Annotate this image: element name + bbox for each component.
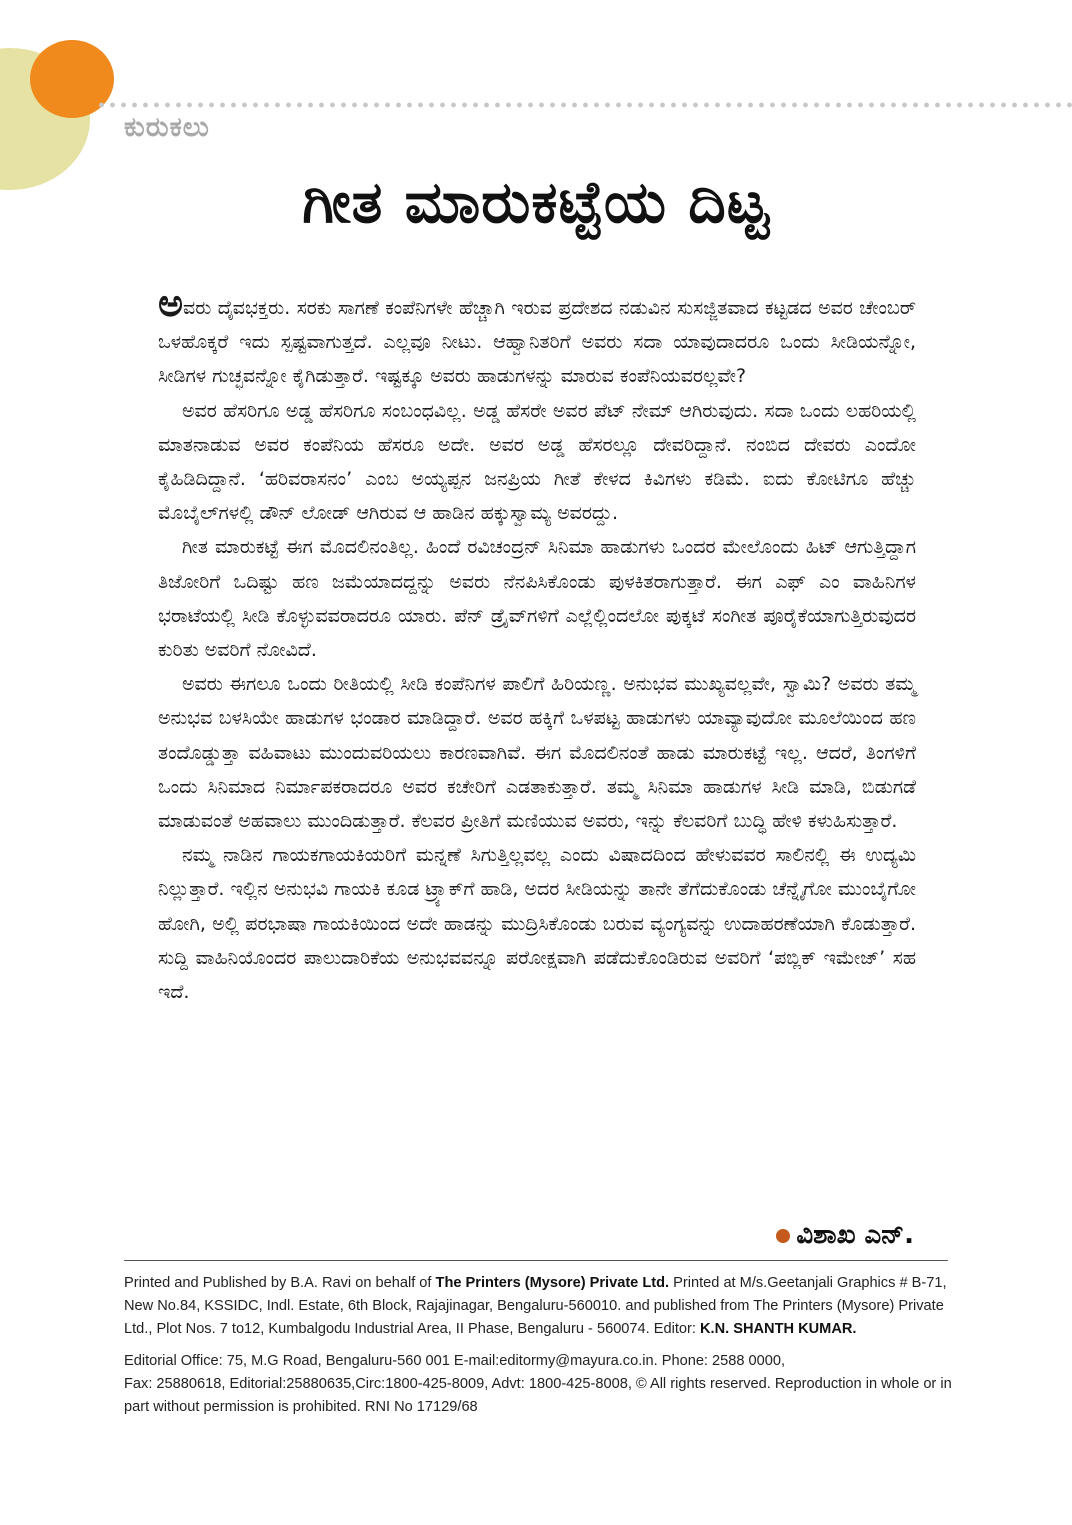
bullet-icon — [776, 1229, 790, 1243]
editor-name: K.N. SHANTH KUMAR. — [700, 1321, 857, 1337]
article-paragraph: ಗೀತ ಮಾರುಕಟ್ಟೆ ಈಗ ಮೊದಲಿನಂತಿಲ್ಲ. ಹಿಂದೆ ರವಿಚಂದ್ರನ್ ಸಿನಿಮಾ ಹಾಡುಗಳು ಒಂದರ ಮೇಲೊಂದು ಹಿಟ್ ಆಗುತ್ತಿದ್ದಾಗ ತಿಜೋರಿಗೆ ಒದಿಷ್ಟು ಹಣ ಜಮೆಯಾದದ್ದನ್ನು ಅವರು ನೆನಪಿಸಿಕೊಂಡು ಪುಳಕಿತರಾಗುತ್ತಾರೆ. ಈಗ ಎಫ್ ಎಂ ವಾಹಿನಿಗಳ ಭರಾಟೆಯಲ್ಲಿ ಸೀಡಿ ಕೊಳ್ಳುವವರಾದರೂ ಯಾರು. ಪೆನ್ ಡ್ರೈವ್‌ಗಳಿಗೆ ಎಲ್ಲೆಲ್ಲಿಂದಲೋ ಪುಕ್ಕಟೆ ಸಂಗೀತ ಪೂರೈಕೆಯಾಗುತ್ತಿರುವುದರ ಕುರಿತು ಅವರಿಗೆ ನೋವಿದೆ. — [158, 536, 916, 662]
article-paragraph — [158, 281, 916, 394]
imprint-office: Editorial Office: 75, M.G Road, Bengaluru-560 001 E-mail:editormy@mayura.co.in. Phone: 2588 0000, — [124, 1353, 786, 1369]
imprint-publisher — [124, 1272, 954, 1341]
publisher-name: The Printers (Mysore) Private Ltd. — [435, 1275, 670, 1291]
article-paragraph: ನಮ್ಮ ನಾಡಿನ ಗಾಯಕಗಾಯಕಿಯರಿಗೆ ಮನ್ನಣೆ ಸಿಗುತ್ತಿಲ್ಲವಲ್ಲ ಎಂದು ವಿಷಾದದಿಂದ ಹೇಳುವವರ ಸಾಲಿನಲ್ಲಿ ಈ ಉದ್ಯಮಿ ನಿಲ್ಲುತ್ತಾರೆ. ಇಲ್ಲಿನ ಅನುಭವಿ ಗಾಯಕಿ ಕೂಡ ಟ್ರ್ಯಾಕ್‌ಗೆ ಹಾಡಿ, ಅದರ ಸೀಡಿಯನ್ನು ತಾನೇ ತೆಗೆದುಕೊಂಡು ಚೆನ್ನೈಗೋ ಮುಂಬೈಗೋ ಹೋಗಿ, ಅಲ್ಲಿ ಪರಭಾಷಾ ಗಾಯಕಿಯಿಂದ ಅದೇ ಹಾಡನ್ನು ಮುದ್ರಿಸಿಕೊಂಡು ಬರುವ ವ್ಯಂಗ್ಯವನ್ನು ಉದಾಹರಣೆಯಾಗಿ ಕೊಡುತ್ತಾರೆ. ಸುದ್ದಿ ವಾಹಿನಿಯೊಂದರ ಪಾಲುದಾರಿಕೆಯ ಅನುಭವವನ್ನೂ ಪರೋಕ್ಷವಾಗಿ ಪಡೆದುಕೊಂಡಿರುವ ಅವರಿಗೆ ‘ಪಬ್ಲಿಕ್ ಇಮೇಜ್’ ಸಹ ಇದೆ. — [158, 844, 916, 1004]
footer-rule — [124, 1260, 948, 1261]
imprint-text: Printed at M/s.Geetanjali Graphics # B-71, New No.84, KSSIDC, Indl. Estate, 6th Block, Rajajinagar, Bengaluru-560010. and published from The Printers (Mysore) Private Ltd., Plot Nos. 7 to12, Kumbalgodu Industrial Area, II Phase, Bengaluru - 560074. Editor: — [124, 1275, 947, 1337]
imprint-text: Printed and Published by B.A. Ravi on behalf of — [124, 1275, 436, 1291]
paragraph-text: ವರು ದೈವಭಕ್ತರು. ಸರಕು ಸಾಗಣೆ ಕಂಪೆನಿಗಳೇ ಹೆಚ್ಚಾಗಿ ಇರುವ ಪ್ರದೇಶದ ನಡುವಿನ ಸುಸಜ್ಜಿತವಾದ ಕಟ್ಟಡದ ಅವರ ಚೇಂಬರ್ ಒಳಹೊಕ್ಕರೆ ಇದು ಸ್ಪಷ್ಟವಾಗುತ್ತದೆ. ಎಲ್ಲವೂ ನೀಟು. ಆಹ್ವಾನಿತರಿಗೆ ಅವರು ಸದಾ ಯಾವುದಾದರೂ ಒಂದು ಸೀಡಿಯನ್ನೋ, ಸೀಡಿಗಳ ಗುಚ್ಛವನ್ನೋ ಕೈಗಿಡುತ್ತಾರೆ. ಇಷ್ಟಕ್ಕೂ ಅವರು ಹಾಡುಗಳನ್ನು ಮಾರುವ ಕಂಪೆನಿಯವರಲ್ಲವೇ? — [158, 297, 916, 388]
imprint — [124, 1272, 954, 1419]
dotted-divider — [96, 101, 1072, 109]
article-body — [158, 281, 916, 1009]
imprint-contacts: Fax: 25880618, Editorial:25880635,Circ:1800-425-8009, Advt: 1800-425-8008, © All rights reserved. Reproduction in whole or in part without permission is prohibited. RNI No 17129/68 — [124, 1376, 952, 1415]
article-paragraph: ಅವರ ಹೆಸರಿಗೂ ಅಡ್ಡ ಹೆಸರಿಗೂ ಸಂಬಂಧವಿಲ್ಲ. ಅಡ್ಡ ಹೆಸರೇ ಅವರ ಪೆಟ್ ನೇಮ್ ಆಗಿರುವುದು. ಸದಾ ಒಂದು ಲಹರಿಯಲ್ಲಿ ಮಾತನಾಡುವ ಅವರ ಕಂಪೆನಿಯ ಹೆಸರೂ ಅದೇ. ಅವರ ಅಡ್ಡ ಹೆಸರಲ್ಲೂ ದೇವರಿದ್ದಾನೆ. ನಂಬಿದ ದೇವರು ಎಂದೋ ಕೈಹಿಡಿದಿದ್ದಾನೆ. ‘ಹರಿವರಾಸನಂ’ ಎಂಬ ಅಯ್ಯಪ್ಪನ ಜನಪ್ರಿಯ ಗೀತೆ ಕೇಳದ ಕಿವಿಗಳು ಕಡಿಮೆ. ಐದು ಕೋಟಿಗೂ ಹೆಚ್ಚು ಮೊಬೈಲ್‌ಗಳಲ್ಲಿ ಡೌನ್ ಲೋಡ್ ಆಗಿರುವ ಆ ಹಾಡಿನ ಹಕ್ಕುಸ್ವಾಮ್ಯ ಅವರದ್ದು. — [158, 399, 916, 525]
section-label: ಕುರುಕಲು — [124, 112, 210, 143]
drop-cap: ಅ — [158, 281, 184, 325]
author-name: ವಿಶಾಖ ಎನ್. — [796, 1220, 914, 1250]
byline — [776, 1220, 914, 1251]
article-paragraph: ಅವರು ಈಗಲೂ ಒಂದು ರೀತಿಯಲ್ಲಿ ಸೀಡಿ ಕಂಪೆನಿಗಳ ಪಾಲಿಗೆ ಹಿರಿಯಣ್ಣ. ಅನುಭವ ಮುಖ್ಯವಲ್ಲವೇ, ಸ್ವಾಮಿ? ಅವರು ತಮ್ಮ ಅನುಭವ ಬಳಸಿಯೇ ಹಾಡುಗಳ ಭಂಡಾರ ಮಾಡಿದ್ದಾರೆ. ಅವರ ಹಕ್ಕಿಗೆ ಒಳಪಟ್ಟ ಹಾಡುಗಳು ಯಾವ್ಯಾವುದೋ ಮೂಲೆಯಿಂದ ಹಣ ತಂದೊಡ್ಡುತ್ತಾ ವಹಿವಾಟು ಮುಂದುವರಿಯಲು ಕಾರಣವಾಗಿವೆ. ಈಗ ಮೊದಲಿನಂತೆ ಹಾಡು ಮಾರುಕಟ್ಟೆ ಇಲ್ಲ. ಆದರೆ, ತಿಂಗಳಿಗೆ ಒಂದು ಸಿನಿಮಾದ ನಿರ್ಮಾಪಕರಾದರೂ ಅವರ ಕಚೇರಿಗೆ ಎಡತಾಕುತ್ತಾರೆ. ತಮ್ಮ ಸಿನಿಮಾ ಹಾಡುಗಳ ಸೀಡಿ ಮಾಡಿ, ಬಿಡುಗಡೆ ಮಾಡುವಂತೆ ಅಹವಾಲು ಮುಂದಿಡುತ್ತಾರೆ. ಕೆಲವರ ಪ್ರೀತಿಗೆ ಮಣಿಯುವ ಅವರು, ಇನ್ನು ಕೆಲವರಿಗೆ ಬುದ್ಧಿ ಹೇಳಿ ಕಳುಹಿಸುತ್ತಾರೆ. — [158, 673, 916, 833]
article-title: ಗೀತ ಮಾರುಕಟ್ಟೆಯ ದಿಟ್ಟ — [302, 168, 770, 236]
